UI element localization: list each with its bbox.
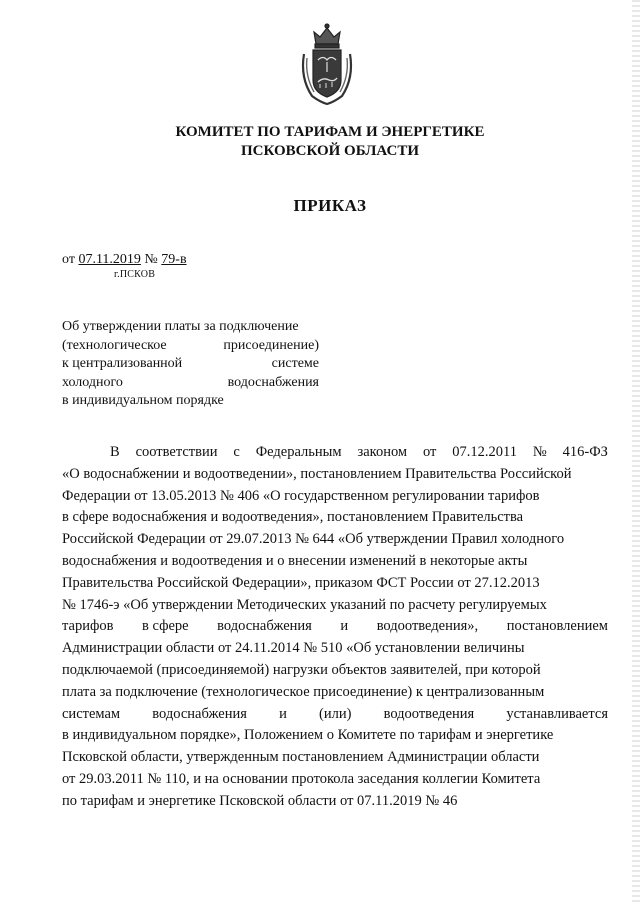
subject-line [62, 392, 319, 411]
body-text: в индивидуальном порядке», Положением о Комитете по тарифам и энергетике [62, 727, 554, 744]
body-line [62, 616, 608, 638]
body-text: водоснабжения [152, 705, 247, 722]
body-text: с [233, 444, 240, 460]
subject-text: присоединение) [223, 337, 319, 353]
subject-text: в индивидуальном порядке [62, 393, 224, 408]
subject-line [62, 355, 319, 374]
body-text: № [532, 444, 547, 460]
subject-text: Об утверждении платы за подключение [62, 319, 299, 334]
body-text: 07.12.2011 [452, 444, 518, 460]
body-line [62, 660, 608, 682]
body-line [62, 747, 608, 769]
scan-edge-noise [632, 0, 640, 905]
body-text: по тарифам и энергетике Псковской области от 07.11.2019 № 46 [62, 792, 458, 809]
body-line [62, 442, 608, 464]
body-text: водоотведения [383, 705, 475, 722]
order-number: 79-в [161, 252, 187, 267]
body-text: плата за подключение (технологическое присоединение) к централизованным [62, 683, 545, 700]
document-type-title: ПРИКАЗ [293, 196, 367, 215]
body-text: от [423, 444, 437, 460]
number-sign: № [140, 252, 162, 267]
body-line [62, 769, 608, 791]
body-text: 416-ФЗ [562, 444, 608, 460]
body-text: законом [357, 444, 408, 460]
body-text: постановлением [506, 618, 608, 635]
body-text: Псковской области, утвержденным постановлением Администрации области [62, 749, 540, 766]
body-line [62, 595, 608, 617]
body-text: Правительства Российской Федерации», приказом ФСТ России от 27.12.2013 [62, 574, 540, 591]
body-text: Администрации области от 24.11.2014 № 510 «Об установлении величины [62, 640, 525, 657]
body-line [62, 486, 608, 508]
body-line [62, 529, 608, 551]
body-text: водоснабжения и водоотведения и о внесении изменений в некоторые акты [62, 552, 528, 569]
body-line [62, 507, 608, 529]
subject-line [62, 374, 319, 393]
body-text: Федерации от 13.05.2013 № 406 «О государственном регулировании тарифов [62, 487, 540, 504]
body-text: Федеральным [255, 444, 342, 460]
order-date: 07.11.2019 [78, 252, 141, 267]
body-line [62, 791, 608, 813]
body-text: тарифов [62, 618, 114, 635]
body-text: подключаемой (присоединяемой) нагрузки объектов заявителей, при которой [62, 661, 541, 678]
body-text: соответствии [135, 444, 218, 460]
body-line [62, 704, 608, 726]
body-text: «О водоснабжении и водоотведении», постановлением Правительства Российской [62, 465, 572, 482]
subject-text: (технологическое [62, 337, 167, 353]
body-text: В [110, 444, 120, 460]
subject-text: холодного [62, 374, 123, 390]
body-text: от 29.03.2011 № 110, и на основании протокола заседания коллегии Комитета [62, 770, 541, 787]
order-subject [62, 318, 319, 411]
subject-line [62, 337, 319, 356]
body-text: и [279, 705, 287, 722]
date-prefix: от [62, 252, 79, 267]
body-text: Российской Федерации от 29.07.2013 № 644 «Об утверждении Правил холодного [62, 531, 565, 548]
body-line [62, 573, 608, 595]
subject-line [62, 318, 319, 337]
subject-text: к централизованной [62, 356, 183, 371]
body-text: водоснабжения [217, 618, 312, 635]
order-body-text [62, 442, 608, 813]
body-line [62, 464, 608, 486]
body-text: и [340, 618, 349, 635]
body-text: системам [62, 705, 121, 722]
body-line [62, 551, 608, 573]
body-text: № 1746-э «Об утверждении Методических указаний по расчету регулируемых [62, 596, 547, 613]
body-line [62, 682, 608, 704]
body-text: устанавливается [506, 705, 608, 722]
body-text: (или) [319, 705, 352, 722]
body-text: в сфере [142, 618, 189, 635]
city-label: г.ПСКОВ [114, 269, 156, 280]
body-line [62, 725, 608, 747]
subject-text: водоснабжения [227, 374, 319, 390]
body-line [62, 638, 608, 660]
body-text: в сфере водоснабжения и водоотведения», постановлением Правительства [62, 509, 524, 526]
subject-text: системе [271, 356, 319, 371]
organization-name-line2: ПСКОВСКОЙ ОБЛАСТИ [240, 143, 420, 159]
organization-name-line1: КОМИТЕТ ПО ТАРИФАМ И ЭНЕРГЕТИКЕ [175, 124, 485, 140]
order-date-number-line [62, 251, 187, 269]
pskov-coat-of-arms-emblem [296, 22, 358, 106]
body-text: водоотведения», [376, 618, 479, 635]
